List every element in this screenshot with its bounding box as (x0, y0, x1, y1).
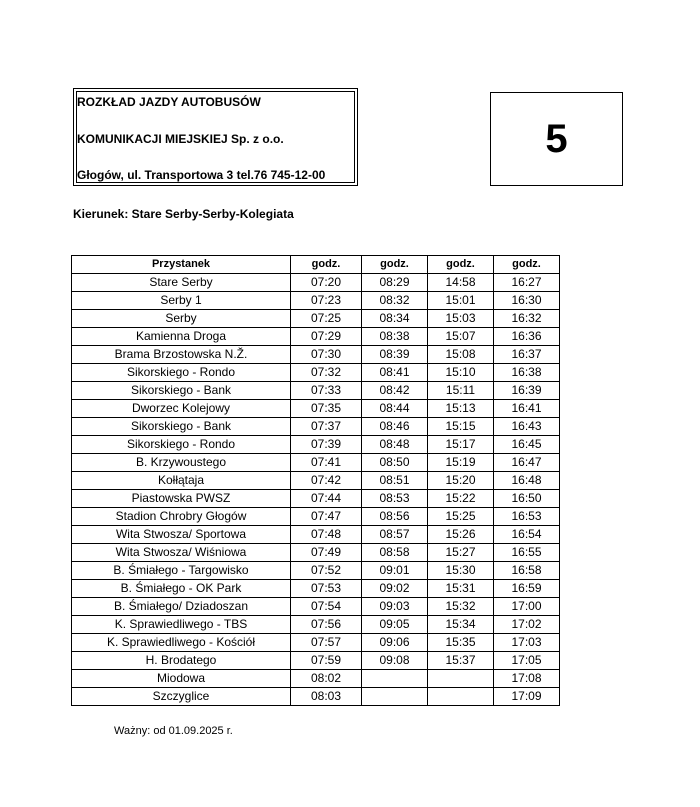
time-2: 08:32 (362, 292, 428, 310)
time-3: 15:35 (428, 634, 494, 652)
stop-name: Piastowska PWSZ (72, 490, 291, 508)
time-1: 07:48 (291, 526, 362, 544)
stop-name: Kołłątaja (72, 472, 291, 490)
time-3 (428, 670, 494, 688)
time-4: 16:30 (494, 292, 560, 310)
time-3: 15:08 (428, 346, 494, 364)
time-2: 09:01 (362, 562, 428, 580)
time-3: 15:13 (428, 400, 494, 418)
header-time-4: godz. (494, 256, 560, 274)
time-3: 15:07 (428, 328, 494, 346)
line-number: 5 (545, 116, 568, 161)
table-row (72, 688, 560, 706)
table-row (72, 508, 560, 526)
time-4: 17:02 (494, 616, 560, 634)
time-1: 07:25 (291, 310, 362, 328)
line-number-box (490, 92, 623, 186)
time-3: 15:01 (428, 292, 494, 310)
time-3: 15:34 (428, 616, 494, 634)
time-3: 15:11 (428, 382, 494, 400)
time-3: 15:26 (428, 526, 494, 544)
table-row (72, 490, 560, 508)
time-1: 08:03 (291, 688, 362, 706)
time-4: 17:09 (494, 688, 560, 706)
time-1: 07:23 (291, 292, 362, 310)
table-row (72, 274, 560, 292)
table-row (72, 364, 560, 382)
time-4: 16:39 (494, 382, 560, 400)
header-time-2: godz. (362, 256, 428, 274)
time-4: 16:53 (494, 508, 560, 526)
header-stop: Przystanek (72, 256, 291, 274)
table-row (72, 400, 560, 418)
time-4: 17:00 (494, 598, 560, 616)
time-4: 16:59 (494, 580, 560, 598)
time-2: 08:48 (362, 436, 428, 454)
time-4: 16:36 (494, 328, 560, 346)
time-2: 08:38 (362, 328, 428, 346)
time-1: 07:33 (291, 382, 362, 400)
table-row (72, 328, 560, 346)
time-2: 08:42 (362, 382, 428, 400)
time-1: 07:44 (291, 490, 362, 508)
stop-name: Wita Stwosza/ Wiśniowa (72, 544, 291, 562)
time-4: 16:37 (494, 346, 560, 364)
time-4: 16:45 (494, 436, 560, 454)
time-3: 15:37 (428, 652, 494, 670)
time-3: 15:03 (428, 310, 494, 328)
header-title: ROZKŁAD JAZDY AUTOBUSÓW (77, 95, 261, 109)
stop-name: Stadion Chrobry Głogów (72, 508, 291, 526)
time-2: 08:57 (362, 526, 428, 544)
table-row (72, 544, 560, 562)
table-row (72, 454, 560, 472)
time-2: 08:46 (362, 418, 428, 436)
time-2: 08:41 (362, 364, 428, 382)
header-time-1: godz. (291, 256, 362, 274)
time-1: 07:20 (291, 274, 362, 292)
time-1: 07:30 (291, 346, 362, 364)
time-2: 08:53 (362, 490, 428, 508)
table-row (72, 472, 560, 490)
time-1: 07:29 (291, 328, 362, 346)
time-1: 07:35 (291, 400, 362, 418)
stop-name: Szczyglice (72, 688, 291, 706)
time-2 (362, 670, 428, 688)
stop-name: B. Śmiałego/ Dziadoszan (72, 598, 291, 616)
time-2: 09:02 (362, 580, 428, 598)
time-4: 16:27 (494, 274, 560, 292)
time-4: 17:08 (494, 670, 560, 688)
time-3: 15:22 (428, 490, 494, 508)
table-row (72, 580, 560, 598)
time-1: 07:57 (291, 634, 362, 652)
time-2: 09:05 (362, 616, 428, 634)
time-3: 15:17 (428, 436, 494, 454)
time-4: 17:05 (494, 652, 560, 670)
time-1: 08:02 (291, 670, 362, 688)
stop-name: Serby 1 (72, 292, 291, 310)
time-4: 17:03 (494, 634, 560, 652)
time-2: 08:29 (362, 274, 428, 292)
stop-name: H. Brodatego (72, 652, 291, 670)
table-row (72, 616, 560, 634)
table-row (72, 310, 560, 328)
time-2: 08:34 (362, 310, 428, 328)
stop-name: B. Śmiałego - OK Park (72, 580, 291, 598)
time-3: 15:30 (428, 562, 494, 580)
time-2: 09:08 (362, 652, 428, 670)
time-1: 07:41 (291, 454, 362, 472)
stop-name: Kamienna Droga (72, 328, 291, 346)
time-1: 07:47 (291, 508, 362, 526)
stop-name: Sikorskiego - Bank (72, 418, 291, 436)
stop-name: Sikorskiego - Rondo (72, 364, 291, 382)
time-4: 16:48 (494, 472, 560, 490)
time-3: 14:58 (428, 274, 494, 292)
table-row (72, 670, 560, 688)
time-4: 16:41 (494, 400, 560, 418)
table-row (72, 526, 560, 544)
stop-name: Serby (72, 310, 291, 328)
time-1: 07:53 (291, 580, 362, 598)
valid-from-note: Ważny: od 01.09.2025 r. (114, 725, 233, 737)
time-1: 07:42 (291, 472, 362, 490)
time-3: 15:31 (428, 580, 494, 598)
time-4: 16:43 (494, 418, 560, 436)
table-row (72, 634, 560, 652)
table-row (72, 652, 560, 670)
time-1: 07:37 (291, 418, 362, 436)
time-2 (362, 688, 428, 706)
time-3: 15:25 (428, 508, 494, 526)
time-1: 07:39 (291, 436, 362, 454)
header-company: KOMUNIKACJI MIEJSKIEJ Sp. z o.o. (77, 132, 284, 146)
time-3: 15:19 (428, 454, 494, 472)
table-row (72, 436, 560, 454)
time-1: 07:52 (291, 562, 362, 580)
time-4: 16:32 (494, 310, 560, 328)
stop-name: Wita Stwosza/ Sportowa (72, 526, 291, 544)
time-3 (428, 688, 494, 706)
timetable-header-row (72, 256, 560, 274)
stop-name: Sikorskiego - Rondo (72, 436, 291, 454)
stop-name: Dworzec Kolejowy (72, 400, 291, 418)
time-2: 08:39 (362, 346, 428, 364)
time-1: 07:56 (291, 616, 362, 634)
stop-name: Stare Serby (72, 274, 291, 292)
time-2: 08:50 (362, 454, 428, 472)
table-row (72, 562, 560, 580)
table-row (72, 382, 560, 400)
stop-name: B. Krzywoustego (72, 454, 291, 472)
timetable (71, 255, 560, 706)
time-4: 16:55 (494, 544, 560, 562)
time-2: 08:51 (362, 472, 428, 490)
table-row (72, 346, 560, 364)
stop-name: K. Sprawiedliwego - TBS (72, 616, 291, 634)
table-row (72, 292, 560, 310)
stop-name: K. Sprawiedliwego - Kościół (72, 634, 291, 652)
stop-name: Sikorskiego - Bank (72, 382, 291, 400)
stop-name: B. Śmiałego - Targowisko (72, 562, 291, 580)
stop-name: Miodowa (72, 670, 291, 688)
time-1: 07:54 (291, 598, 362, 616)
time-3: 15:10 (428, 364, 494, 382)
time-3: 15:20 (428, 472, 494, 490)
time-3: 15:27 (428, 544, 494, 562)
stop-name: Brama Brzostowska N.Ž. (72, 346, 291, 364)
time-3: 15:15 (428, 418, 494, 436)
time-4: 16:47 (494, 454, 560, 472)
time-3: 15:32 (428, 598, 494, 616)
timetable-body (72, 274, 560, 706)
time-2: 08:56 (362, 508, 428, 526)
time-2: 09:03 (362, 598, 428, 616)
time-2: 08:58 (362, 544, 428, 562)
table-row (72, 418, 560, 436)
time-1: 07:59 (291, 652, 362, 670)
time-4: 16:54 (494, 526, 560, 544)
table-row (72, 598, 560, 616)
header-time-3: godz. (428, 256, 494, 274)
time-2: 09:06 (362, 634, 428, 652)
time-4: 16:50 (494, 490, 560, 508)
time-4: 16:58 (494, 562, 560, 580)
time-2: 08:44 (362, 400, 428, 418)
time-4: 16:38 (494, 364, 560, 382)
time-1: 07:32 (291, 364, 362, 382)
time-1: 07:49 (291, 544, 362, 562)
direction-label: Kierunek: Stare Serby-Serby-Kolegiata (73, 207, 294, 221)
header-address: Głogów, ul. Transportowa 3 tel.76 745-12-00 (77, 168, 326, 182)
company-header-box (73, 88, 358, 186)
